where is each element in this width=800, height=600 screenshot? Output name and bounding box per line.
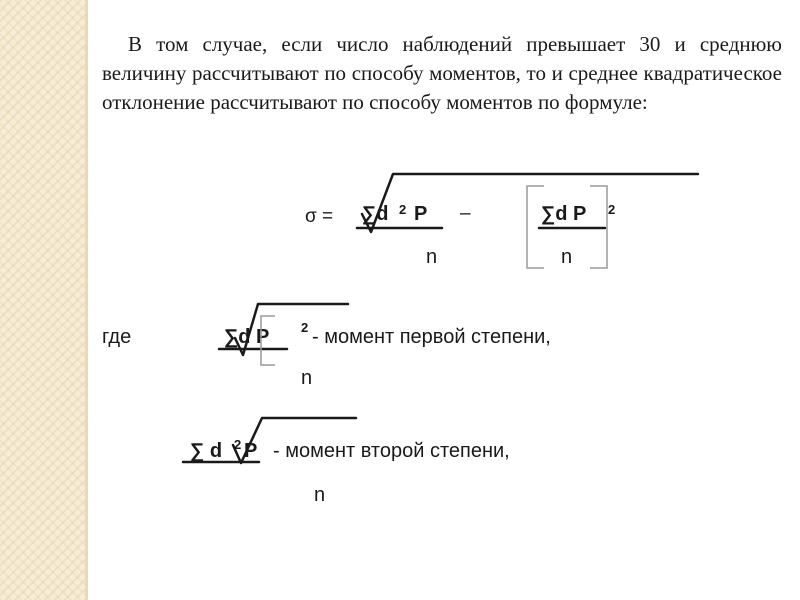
first-moment-superscript: 2 [301, 320, 309, 335]
sigma-symbol: σ = [305, 206, 334, 227]
first-moment-expression: ∑d P [224, 326, 270, 348]
first-moment-description: - момент первой степени, [312, 326, 551, 348]
denominator-2: n [561, 246, 573, 268]
second-moment-description: - момент второй степени, [273, 440, 510, 462]
where-label: где [102, 326, 132, 348]
bracket-left [527, 186, 544, 268]
main-radical-sign [362, 174, 698, 232]
second-moment-variable: P [244, 440, 258, 462]
term1-variable: P [414, 203, 428, 225]
second-moment-sum: ∑ d [190, 440, 223, 462]
bracket-right [590, 186, 607, 268]
intro-paragraph: В том случае, если число наблюдений превышает 30 и среднюю величину рассчитывают по способу моментов, то и среднее квадратическое отклонение рассчитывают по способу моментов по формуле: [102, 32, 782, 114]
term1-superscript: 2 [399, 202, 407, 217]
decorative-side-strip [0, 0, 88, 600]
second-moment-superscript: 2 [234, 437, 242, 452]
term1-sum: ∑d [362, 203, 389, 225]
denominator-1: n [426, 246, 438, 268]
term2-superscript: 2 [608, 202, 616, 217]
first-moment-denominator: n [301, 367, 313, 389]
minus-sign: – [460, 203, 471, 224]
term2-expression: ∑d P [541, 203, 587, 225]
second-moment-denominator: n [314, 484, 326, 506]
